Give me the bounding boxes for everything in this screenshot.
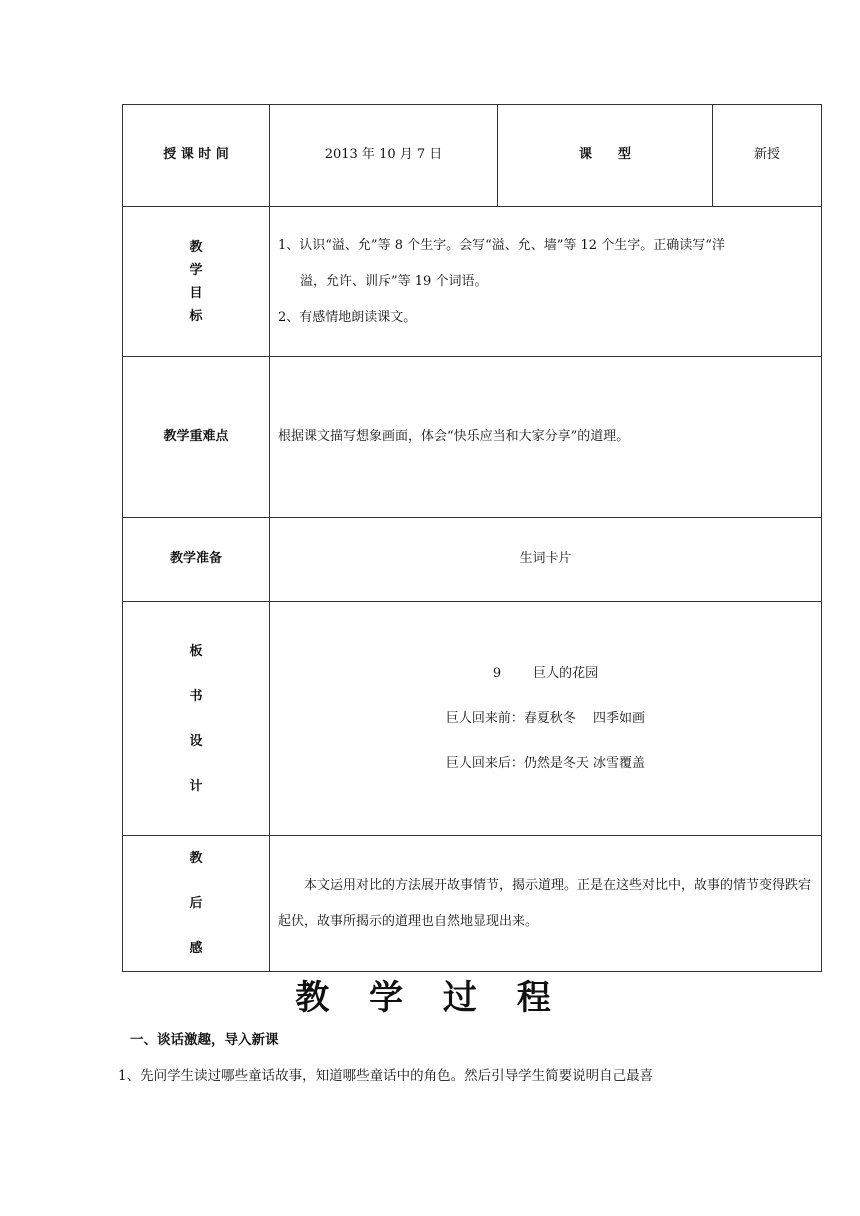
- board-line-2: 巨人回来后：仍然是冬天 冰雪覆盖: [445, 756, 646, 771]
- board-label-char: 板: [189, 643, 203, 659]
- row-board: [123, 602, 822, 836]
- type-label: 课 型: [498, 105, 713, 207]
- goals-label-char: 学: [189, 262, 203, 278]
- time-label: 授 课 时 间: [123, 105, 270, 207]
- reflect-text: 本文运用对比的方法展开故事情节，揭示道理。正是在这些对比中，故事的情节变得跌宕起伏，故事所揭示的道理也自然地显现出来。: [278, 877, 812, 929]
- board-label-char: 书: [189, 688, 203, 704]
- goal-line-1: 1、认识“溢、允”等 8 个生字。会写“溢、允、墙”等 12 个生字。正确读写“洋: [278, 237, 725, 253]
- date-value: 2013 年 10 月 7 日: [270, 105, 498, 207]
- row-goals: [123, 207, 822, 357]
- row-time: [123, 105, 822, 207]
- goals-label: [123, 207, 270, 357]
- goals-label-char: 目: [189, 285, 203, 301]
- row-key: [123, 357, 822, 518]
- page-heading: 教 学 过 程: [295, 978, 565, 1018]
- prep-value: 生词卡片: [270, 518, 822, 602]
- board-content: [270, 602, 822, 836]
- reflect-label: [123, 836, 270, 972]
- lesson-plan-table: [122, 104, 822, 972]
- key-label: 教学重难点: [123, 357, 270, 518]
- board-label-char: 计: [189, 778, 203, 794]
- reflect-label-char: 教: [189, 851, 203, 866]
- goal-line-2: 溢，允许、训斥”等 19 个词语。: [300, 273, 488, 289]
- row-prep: [123, 518, 822, 602]
- type-value: 新授: [713, 105, 822, 207]
- key-value: 根据课文描写想象画面，体会“快乐应当和大家分享”的道理。: [270, 357, 822, 518]
- reflect-label-char: 感: [189, 941, 203, 956]
- section-1-text: 1、先问学生读过哪些童话故事，知道哪些童话中的角色。然后引导学生简要说明自己最喜: [118, 1068, 654, 1084]
- reflect-content: [270, 836, 822, 972]
- board-title-number: 9: [492, 666, 502, 681]
- board-label: [123, 602, 270, 836]
- goals-content: [270, 207, 822, 357]
- board-label-char: 设: [189, 733, 203, 749]
- goal-line-3: 2、有感情地朗读课文。: [278, 309, 417, 325]
- board-line-1: 巨人回来前：春夏秋冬 四季如画: [445, 711, 646, 726]
- goals-label-char: 教: [189, 239, 203, 255]
- board-title: [270, 651, 821, 696]
- section-1-title: 一、谈话激趣，导入新课: [130, 1032, 279, 1048]
- row-reflect: [123, 836, 822, 972]
- goals-label-char: 标: [189, 308, 203, 324]
- board-title-text: 巨人的花园: [533, 666, 599, 681]
- prep-label: 教学准备: [123, 518, 270, 602]
- reflect-label-char: 后: [189, 896, 203, 911]
